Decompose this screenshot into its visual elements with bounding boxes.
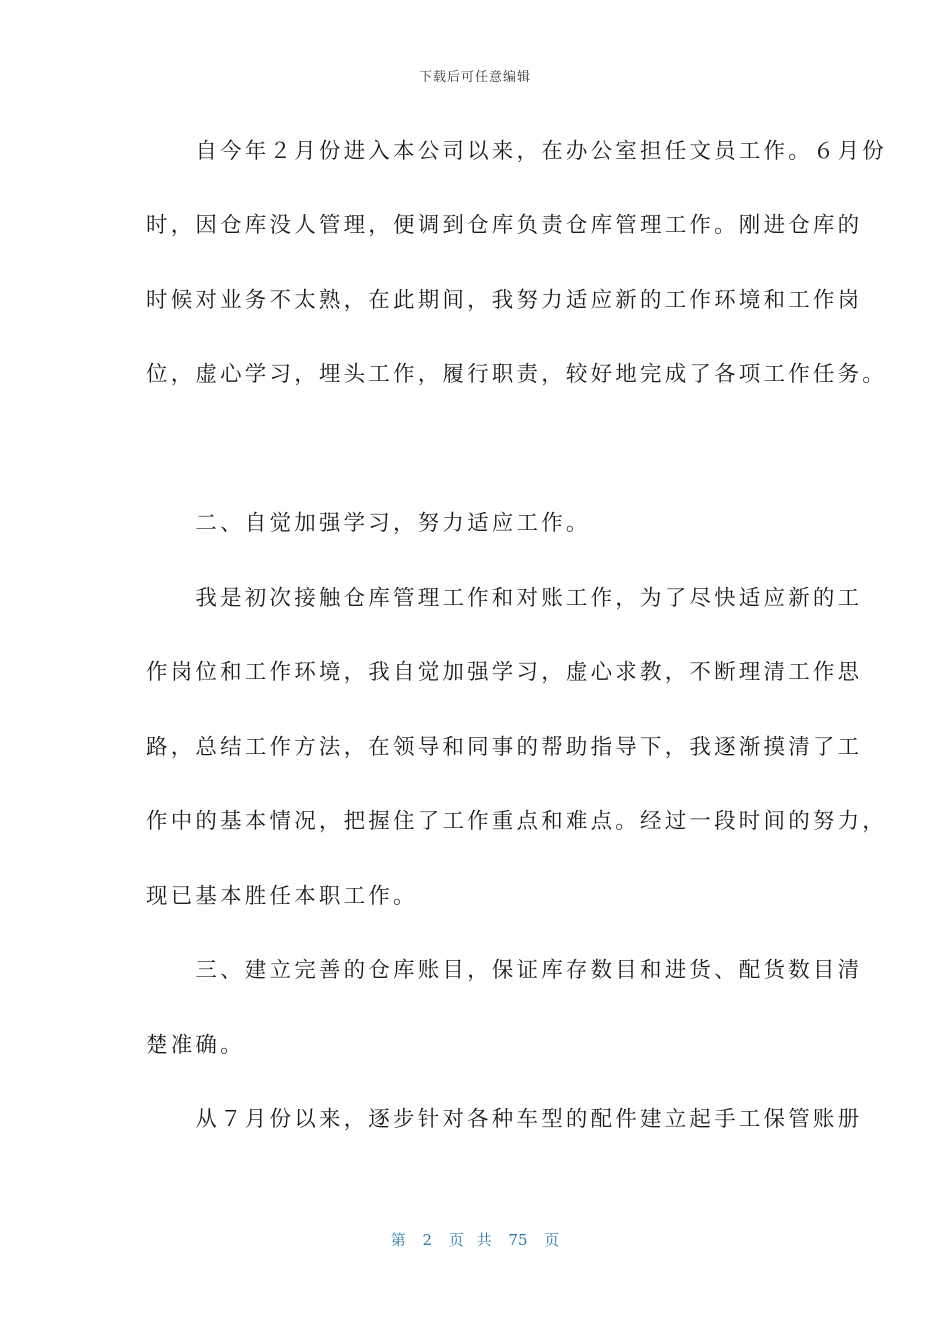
total-unit: 页 <box>544 1231 560 1249</box>
section-heading: 楚准确。 <box>146 1033 245 1058</box>
page-header: 下载后可任意编辑 <box>418 70 531 85</box>
paragraph-line: 路，总结工作方法，在领导和同事的帮助指导下，我逐渐摸清了工 <box>146 735 863 760</box>
paragraph-line: 时，因仓库没人管理，便调到仓库负责仓库管理工作。刚进仓库的 <box>146 213 863 238</box>
total-pages: 75 <box>508 1231 528 1249</box>
page-number: 2 <box>422 1231 433 1249</box>
page-footer <box>0 1229 950 1250</box>
paragraph-line: 我是初次接触仓库管理工作和对账工作，为了尽快适应新的工 <box>146 586 863 611</box>
paragraph-line: 从７月份以来，逐步针对各种车型的配件建立起手工保管账册 <box>146 1107 863 1132</box>
section-heading: 二、自觉加强学习，努力适应工作。 <box>146 511 591 536</box>
section-heading: 三、建立完善的仓库账目，保证库存数目和进货、配货数目清 <box>146 958 863 983</box>
paragraph-line: 时候对业务不太熟，在此期间，我努力适应新的工作环境和工作岗 <box>146 288 863 313</box>
total-label: 共 <box>476 1231 492 1249</box>
paragraph-line: 现已基本胜任本职工作。 <box>146 884 418 909</box>
paragraph-line: 作岗位和工作环境，我自觉加强学习，虚心求教，不断理清工作思 <box>146 660 863 685</box>
page-unit: 页 <box>448 1231 464 1249</box>
paragraph-line: 位，虚心学习，埋头工作，履行职责，较好地完成了各项工作任务。 <box>146 362 888 387</box>
paragraph-line: 自今年２月份进入本公司以来，在办公室担任文员工作。６月份 <box>146 139 888 164</box>
paragraph-line: 作中的基本情况，把握住了工作重点和难点。经过一段时间的努力， <box>146 809 888 834</box>
page-label: 第 <box>390 1231 406 1249</box>
